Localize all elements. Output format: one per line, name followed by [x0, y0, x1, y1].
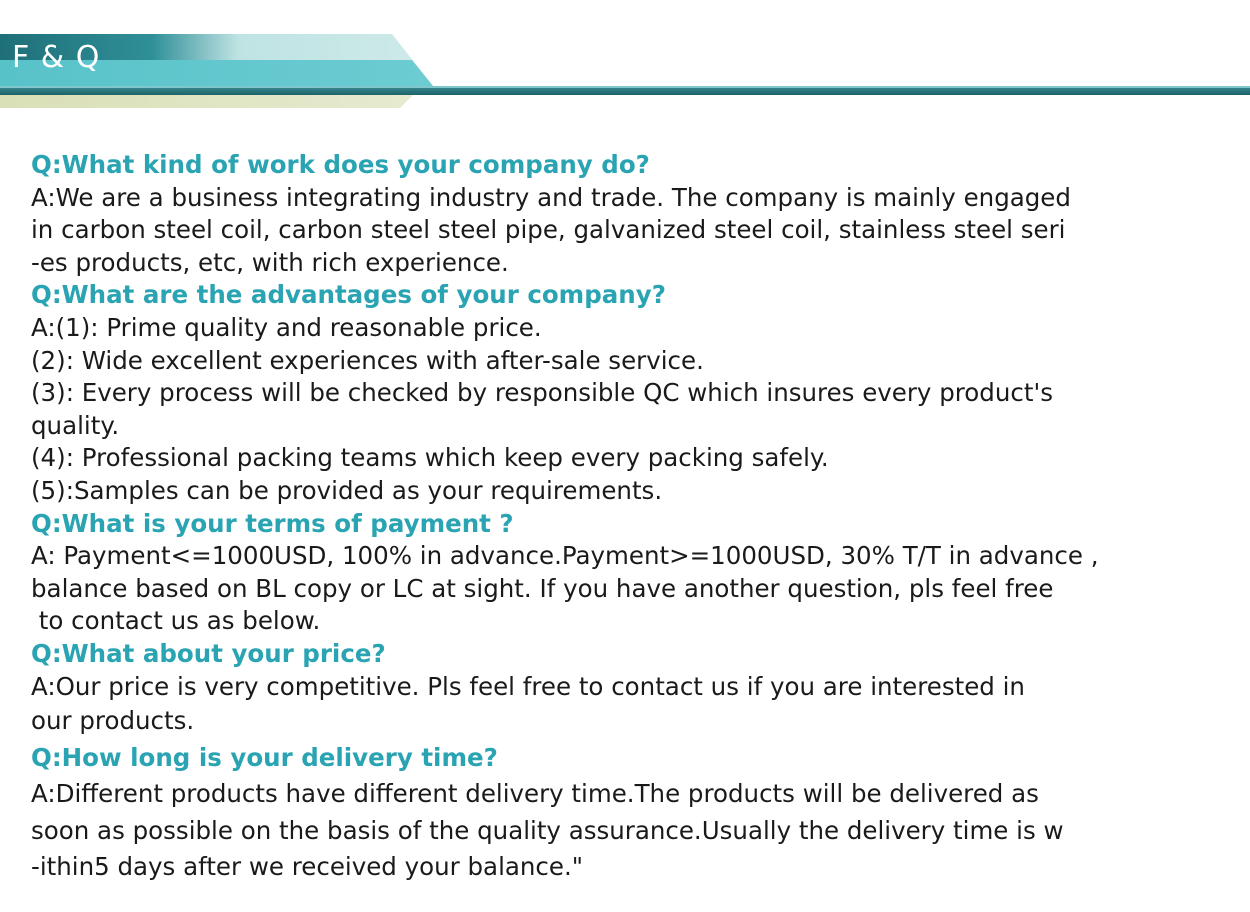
answer-line: A:We are a business integrating industry and trade. The company is mainly engaged [31, 182, 1071, 212]
answer-line: -es products, etc, with rich experience. [31, 247, 509, 277]
answer-line: A:Our price is very competitive. Pls feel free to contact us if you are interested in [31, 671, 1025, 701]
faq-item-advantages [31, 279, 1236, 507]
page-title: F & Q [12, 40, 101, 75]
faq-item-price [31, 638, 1236, 740]
faq-question: Q:What about your price? [31, 638, 386, 668]
faq-question: Q:What are the advantages of your company? [31, 280, 666, 310]
faq-item-company-work [31, 149, 1236, 279]
faq-question: Q:What kind of work does your company do? [31, 150, 650, 179]
faq-answer [31, 312, 1236, 508]
answer-line: (5):Samples can be provided as your requirements. [31, 475, 663, 505]
answer-line: A:(1): Prime quality and reasonable price. [31, 312, 542, 342]
answer-line: A: Payment<=1000USD, 100% in advance.Payment>=1000USD, 30% T/T in advance , [31, 541, 1099, 571]
faq-item-delivery-time [31, 740, 1236, 886]
faq-answer [31, 182, 1236, 280]
answer-line: in carbon steel coil, carbon steel steel pipe, galvanized steel coil, stainless steel seri [31, 215, 1066, 245]
answer-line: quality. [31, 410, 120, 440]
faq-question: Q:What is your terms of payment ? [31, 508, 514, 538]
banner-decoration [0, 0, 1250, 115]
faq-answer [31, 540, 1236, 638]
answer-line: soon as possible on the basis of the quality assurance.Usually the delivery time is w [31, 815, 1064, 845]
answer-line: A:Different products have different delivery time.The products will be delivered as [31, 779, 1039, 809]
faq-list [31, 149, 1236, 886]
answer-line: to contact us as below. [31, 606, 321, 636]
faq-question: Q:How long is your delivery time? [31, 742, 498, 772]
faq-answer [31, 671, 1236, 740]
answer-line: (3): Every process will be checked by responsible QC which insures every product's [31, 378, 1053, 408]
answer-line: (2): Wide excellent experiences with after-sale service. [31, 345, 704, 375]
header-banner [0, 0, 1250, 115]
faq-answer [31, 776, 1236, 886]
faq-item-payment-terms [31, 508, 1236, 638]
answer-line: balance based on BL copy or LC at sight. If you have another question, pls feel free [31, 573, 1054, 603]
answer-line: our products. [31, 706, 195, 736]
answer-line: (4): Professional packing teams which keep every packing safely. [31, 443, 829, 473]
answer-line: -ithin5 days after we received your balance." [31, 852, 584, 882]
